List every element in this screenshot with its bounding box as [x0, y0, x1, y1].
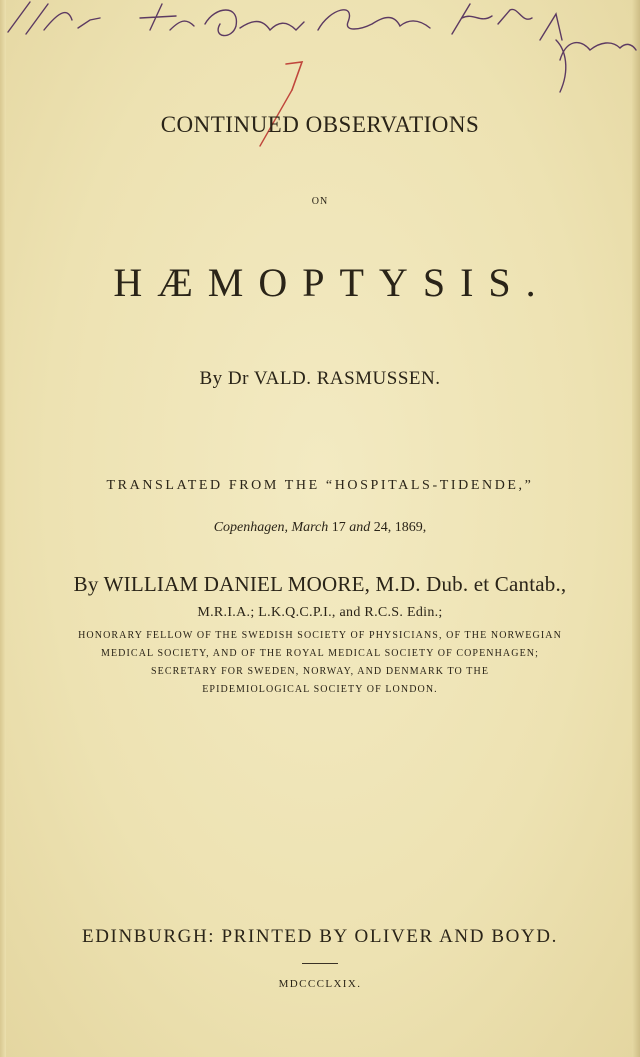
- author-byline: By Dr VALD. RASMUSSEN.: [199, 368, 441, 389]
- dateline-day1: 17: [331, 520, 346, 535]
- translator-qualifications: M.R.I.A.; L.K.Q.C.P.I., and R.C.S. Edin.;: [197, 605, 443, 620]
- imprint-year: MDCCCLXIX.: [278, 978, 362, 990]
- dateline-day2: 24, 1869,: [373, 520, 427, 535]
- dateline-month: March: [291, 520, 329, 535]
- dateline: [0, 520, 640, 536]
- honors-line: EPIDEMIOLOGICAL SOCIETY OF LONDON.: [202, 684, 438, 695]
- imprint: EDINBURGH: PRINTED BY OLIVER AND BOYD.: [82, 926, 558, 947]
- title-line-continued-observations: CONTINUED OBSERVATIONS: [160, 112, 480, 137]
- main-title: HÆMOPTYSIS.: [113, 260, 551, 305]
- honors-line: HONORARY FELLOW OF THE SWEDISH SOCIETY OF PHYSICIANS, OF THE NORWEGIAN: [78, 630, 562, 641]
- translation-source: TRANSLATED FROM THE “HOSPITALS-TIDENDE,”: [106, 478, 534, 493]
- honors-line: SECRETARY FOR SWEDEN, NORWAY, AND DENMARK TO THE: [150, 666, 490, 677]
- translator-byline: By WILLIAM DANIEL MOORE, M.D. Dub. et Cantab.,: [73, 572, 567, 596]
- dateline-and: and: [349, 520, 371, 535]
- divider-rule: [302, 963, 338, 964]
- honors-line: MEDICAL SOCIETY, AND OF THE ROYAL MEDICAL SOCIETY OF COPENHAGEN;: [100, 648, 539, 659]
- title-connector-on: ON: [311, 196, 329, 207]
- dateline-place: Copenhagen,: [213, 520, 288, 535]
